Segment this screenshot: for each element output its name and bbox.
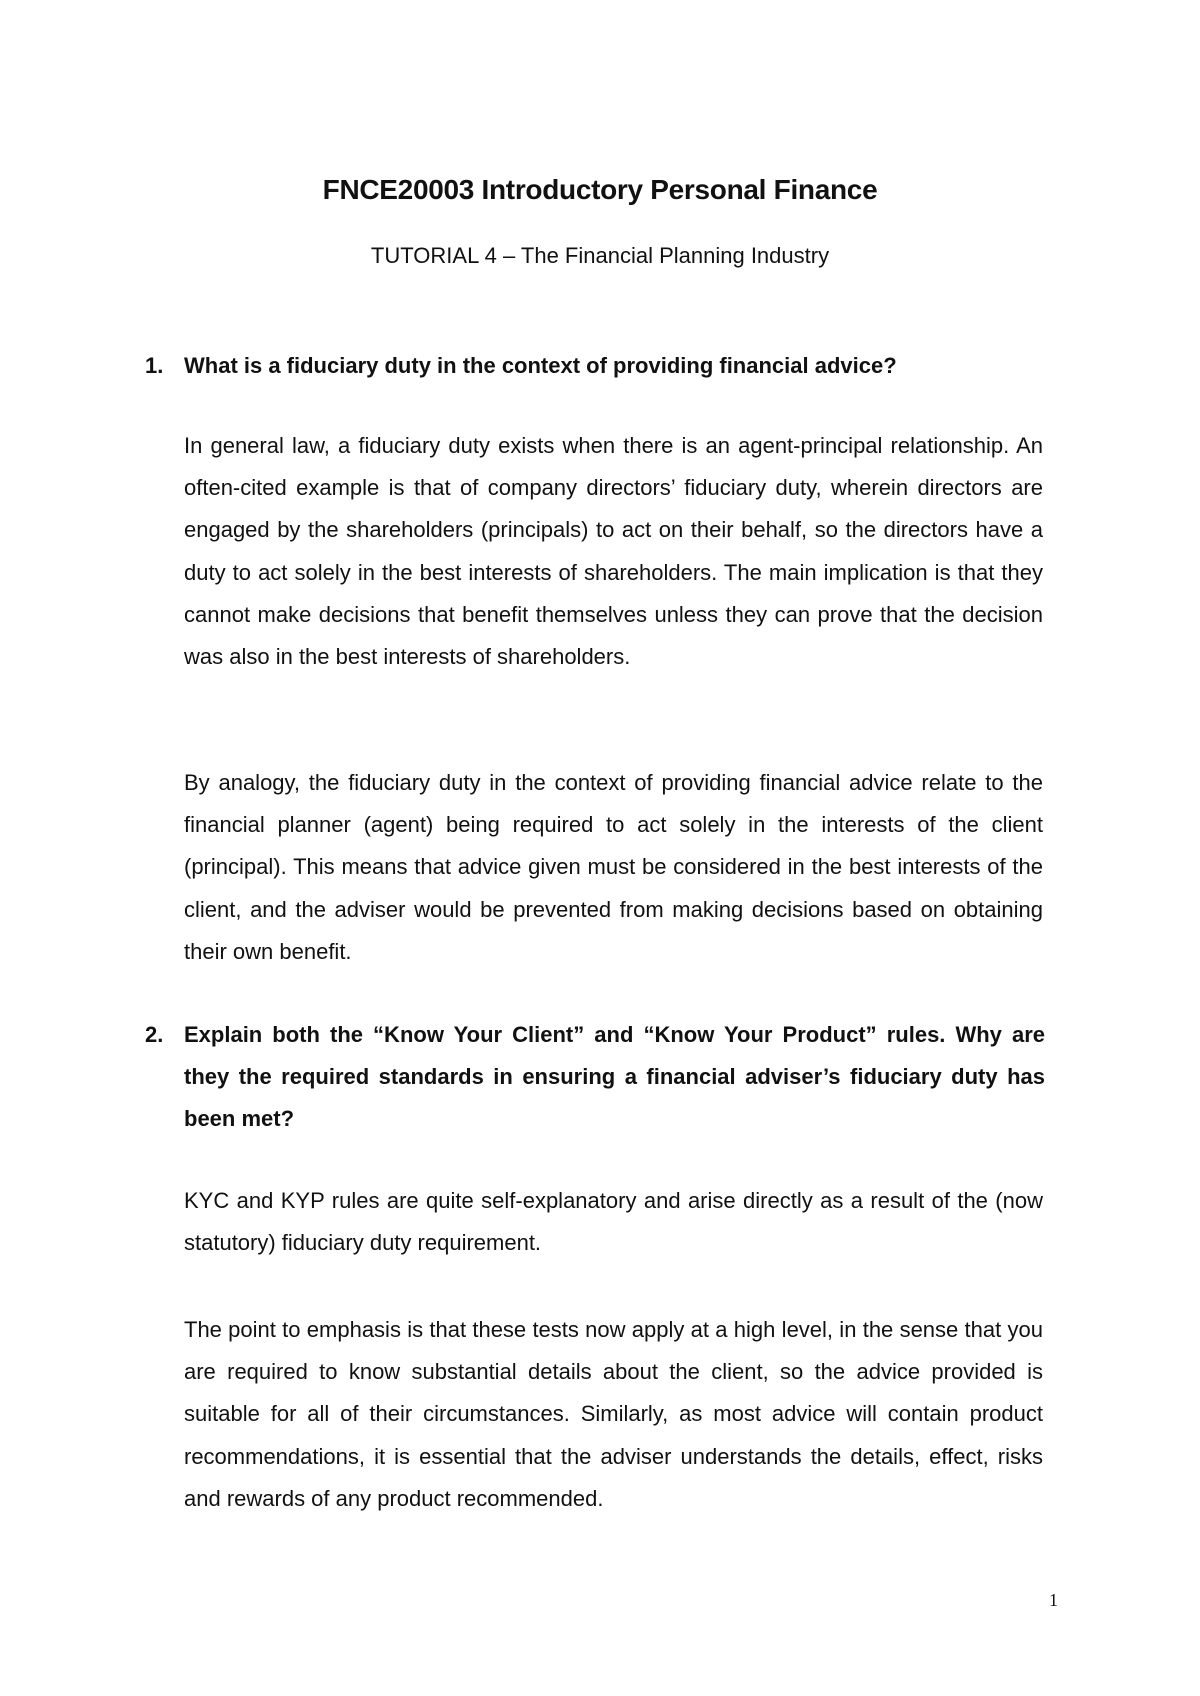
answer-paragraph: KYC and KYP rules are quite self-explanatory and arise directly as a result of the (now statutory) fiduciary duty requirement. (184, 1188, 1043, 1256)
answer-paragraph: By analogy, the fiduciary duty in the context of providing financial advice relate to the financial planner (agent) being required to act solely in the interests of the client (principal). This means that advice given must be considered in the best interests of the client, and the adviser would be prevented from making decisions based on obtaining their own benefit. (184, 770, 1043, 964)
document-title: FNCE20003 Introductory Personal Finance (322, 174, 878, 205)
question-1 (145, 345, 1045, 387)
page-number: 1 (1049, 1590, 1058, 1610)
question-number: 2. (145, 1022, 164, 1047)
answer-paragraph: In general law, a fiduciary duty exists when there is an agent-principal relationship. An often-cited example is that of company directors’ fiduciary duty, wherein directors are engaged by the shareholders (principals) to act on their behalf, so the directors have a duty to act solely in the best interests of shareholders. The main implication is that they cannot make decisions that benefit themselves unless they can prove that the decision was also in the best interests of shareholders. (184, 433, 1043, 670)
question-2 (145, 1014, 1045, 1140)
question-text: What is a fiduciary duty in the context of providing financial advice? (184, 353, 897, 378)
question-number: 1. (145, 353, 164, 378)
tutorial-subtitle: TUTORIAL 4 – The Financial Planning Industry (370, 243, 830, 268)
question-text: Explain both the “Know Your Client” and “Know Your Product” rules. Why are they the required standards in ensuring a financial adviser’s fiduciary duty has been met? (184, 1022, 1045, 1131)
answer-paragraph: The point to emphasis is that these tests now apply at a high level, in the sense that you are required to know substantial details about the client, so the advice provided is suitable for all of their circumstances. Similarly, as most advice will contain product recommendations, it is essential that the adviser understands the details, effect, risks and rewards of any product recommended. (184, 1317, 1043, 1511)
